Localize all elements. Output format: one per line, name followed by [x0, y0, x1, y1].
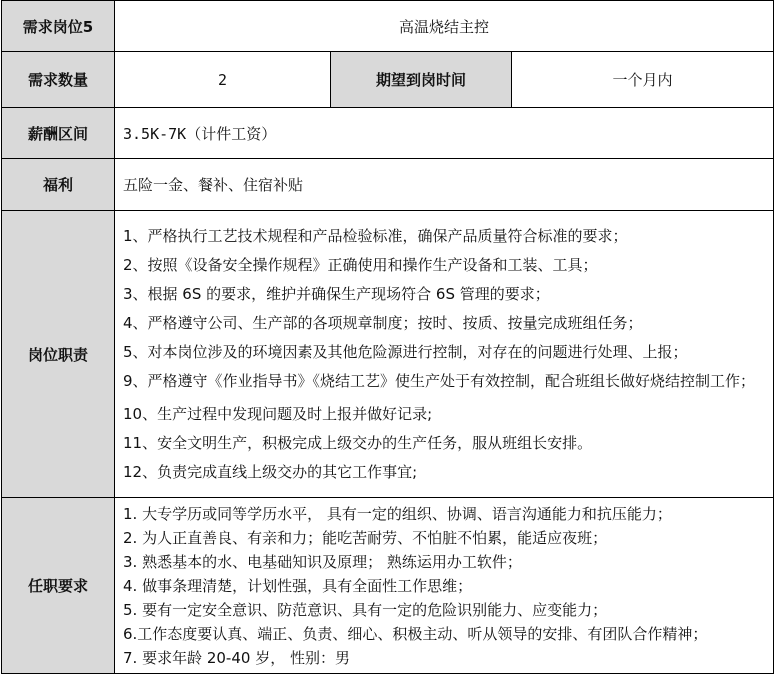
duty-item: 10、生产过程中发现问题及时上报并做好记录;	[123, 405, 433, 423]
duty-item: 4、严格遵守公司、生产部的各项规章制度；按时、按质、按量完成班组任务；	[123, 314, 643, 332]
salary-value: 3.5K-7K（计件工资）	[115, 108, 774, 159]
requirement-item: 1. 大专学历或同等学历水平， 具有一定的组织、协调、语言沟通能力和抗压能力；	[123, 505, 672, 523]
duty-item: 11、安全文明生产，积极完成上级交办的生产任务，服从班组长安排。	[123, 434, 593, 452]
arrival-time-label: 期望到岗时间	[331, 52, 512, 108]
requirement-item: 7. 要求年龄 20-40 岁， 性别：男	[123, 649, 350, 667]
duty-item: 3、根据 6S 的要求，维护并确保生产现场符合 6S 管理的要求；	[123, 285, 550, 303]
requirements-list	[115, 502, 773, 670]
benefits-value: 五险一金、餐补、住宿补贴	[115, 159, 774, 211]
requirements-label: 任职要求	[2, 498, 115, 674]
requirement-item: 2. 为人正直善良、有亲和力；能吃苦耐劳、不怕脏不怕累，能适应夜班；	[123, 529, 608, 547]
duty-item: 2、按照《设备安全操作规程》正确使用和操作生产设备和工装、工具；	[123, 256, 598, 274]
duty-item: 9、严格遵守《作业指导书》《烧结工艺》使生产处于有效控制，配合班组长做好烧结控制工作；	[123, 372, 756, 390]
duties-row	[2, 211, 774, 498]
quantity-row	[2, 52, 774, 108]
duties-label: 岗位职责	[2, 211, 115, 498]
salary-label: 薪酬区间	[2, 108, 115, 159]
salary-row	[2, 108, 774, 159]
benefits-row	[2, 159, 774, 211]
job-posting-table	[1, 0, 774, 674]
requirements-row	[2, 498, 774, 674]
arrival-time-value: 一个月内	[512, 52, 774, 108]
duty-item: 5、对本岗位涉及的环境因素及其他危险源进行控制，对存在的问题进行处理、上报；	[123, 343, 688, 361]
duty-item: 12、负责完成直线上级交办的其它工作事宜;	[123, 463, 418, 481]
quantity-label: 需求数量	[2, 52, 115, 108]
duties-list	[115, 222, 773, 487]
position-row	[2, 1, 774, 52]
requirement-item: 4. 做事条理清楚，计划性强，具有全面性工作思维；	[123, 577, 473, 595]
position-value: 高温烧结主控	[115, 1, 774, 52]
requirement-item: 3. 熟悉基本的水、电基础知识及原理； 熟练运用办工软件；	[123, 553, 522, 571]
requirement-item: 6.工作态度要认真、端正、负责、细心、积极主动、听从领导的安排、有团队合作精神；	[123, 625, 708, 643]
position-label: 需求岗位5	[2, 1, 115, 52]
quantity-value: 2	[115, 52, 331, 108]
duties-content	[115, 211, 774, 498]
requirements-content	[115, 498, 774, 674]
benefits-label: 福利	[2, 159, 115, 211]
requirement-item: 5. 要有一定安全意识、防范意识、具有一定的危险识别能力、应变能力；	[123, 601, 608, 619]
duty-item: 1、严格执行工艺技术规程和产品检验标准，确保产品质量符合标准的要求；	[123, 227, 628, 245]
